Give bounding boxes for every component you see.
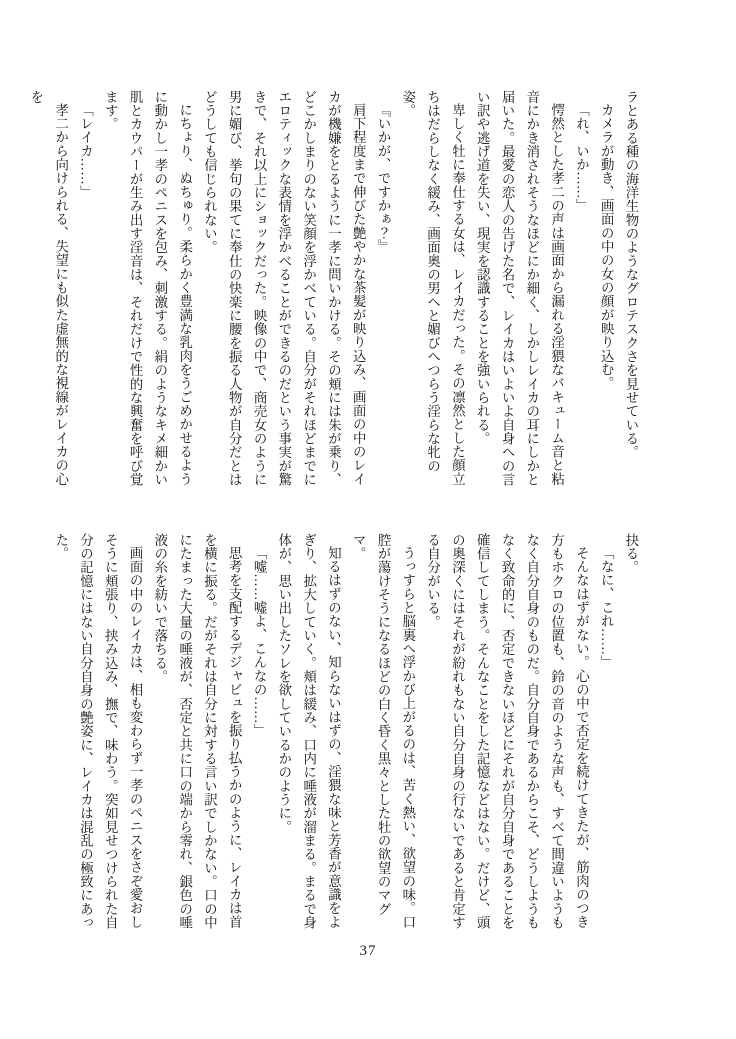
paragraph: カメラが動き、画面の中の女の顔が映り込む。 [599,103,615,391]
paragraph: 画面の中のレイカは、相も変わらず一孝のペニスをさぞ愛おしそうに頬張り、挟み込み、撫で、味わう。突如見せつけられた自分の記憶にはない自分自身の艶姿に、レイカは混乱の極致にあった。 [53,533,144,930]
paragraph: 抉る。 [624,533,639,575]
paragraph: そんなはずがない。心の中で否定を続けてきたが、筋肉のつき方もホクロの位置も、鈴の音のような声も、すべて間違いようもなく自分自身のものだ。自分自身であるからこそ、どうしようもなく致命的に、否定できないほどにそれが自分自身であることを確信してしまう。そんなことをした記憶などはない。だけど、頭の奥深くにはそれが紛れもない自分自身の行ないであると肯定する自分がいる。 [425,533,590,930]
paragraph: 孝二から向けられる、失望にも似た虚無的な視線がレイカの心を [28,90,69,487]
paragraph: 知るはずのない、知らないはずの、淫猥な味と芳香が意識をよぎり、拡大していく。頬は緩み、口内に唾液が溜まる。まるで身体が、思い出したソレを欲しているかのように。 [276,533,342,930]
paragraph: にちょり、ぬちゅり。柔らかく豊満な乳肉をうごめかせるように動かし一孝のペニスを包み、刺激する。絹のようなキメ細かい肌とカウパーが生み出す淫音は、それだけで性的な興奮を呼び覚ます。 [103,90,193,487]
text-block-bottom [48,533,643,937]
paragraph: 卑しく牡に奉仕する女は、レイカだった。その凛然とした顔立ちはだらしなく緩み、画面奥の男へと媚びへつらう淫らな牝の姿。 [400,90,466,487]
paragraph: うっすらと脳裏へ浮かび上がるのは、苦く熱い、欲望の味。口腔が蕩けそうになるほどの白く昏く黒々とした牡の欲望のマグマ。 [351,533,416,930]
paragraph: 「嘘……嘘よ、こんなの……」 [252,546,268,738]
paragraph: 思考を支配するデジャビュを振り払うかのように、レイカは首を横に振る。だがそれは自分に対する言い訳でしかない。口の中にたまった大量の唾液が、否定と共に口の端から零れ、銀色の唾液の糸を紡いで落ちる。 [152,533,243,930]
paragraph: 「レイカ……」 [78,103,94,200]
paragraph: 「れ、いか……」 [574,103,590,213]
paragraph: ラとある種の海洋生物のようなグロテスクさを見せている。 [624,90,639,460]
paragraph: 『いかが、ですかぁ？』 [376,103,392,254]
page-number: 37 [359,943,377,959]
paragraph: 肩下程度まで伸びた艶やかな茶髪が映り込み、画面の中のレイカが機嫌をとるように一孝に問いかける。その頬には朱が乗り、どこかしまりのない笑顔を浮かべている。自分がそれほどまでにエロティックな表情を浮かべることができるのだという事実が驚きで、それ以上にショックだった。映像の中で、商売女のように男に媚び、挙句の果てに奉仕の快楽に腰を振る人物が自分だとはどうしても信じられない。 [202,90,367,487]
paragraph: 「なに、これ……」 [599,546,615,670]
paragraph: 愕然とした孝二の声は画面から漏れる淫猥なバキューム音と粘音にかき消されそうなほどにか細く、しかしレイカの耳にしかと届いた。最愛の恋人の告げた名で、レイカはいよいよ自身への言い訳や逃げ道を失い、現実を認識することを強いられる。 [475,90,565,487]
text-block-top [23,90,643,494]
